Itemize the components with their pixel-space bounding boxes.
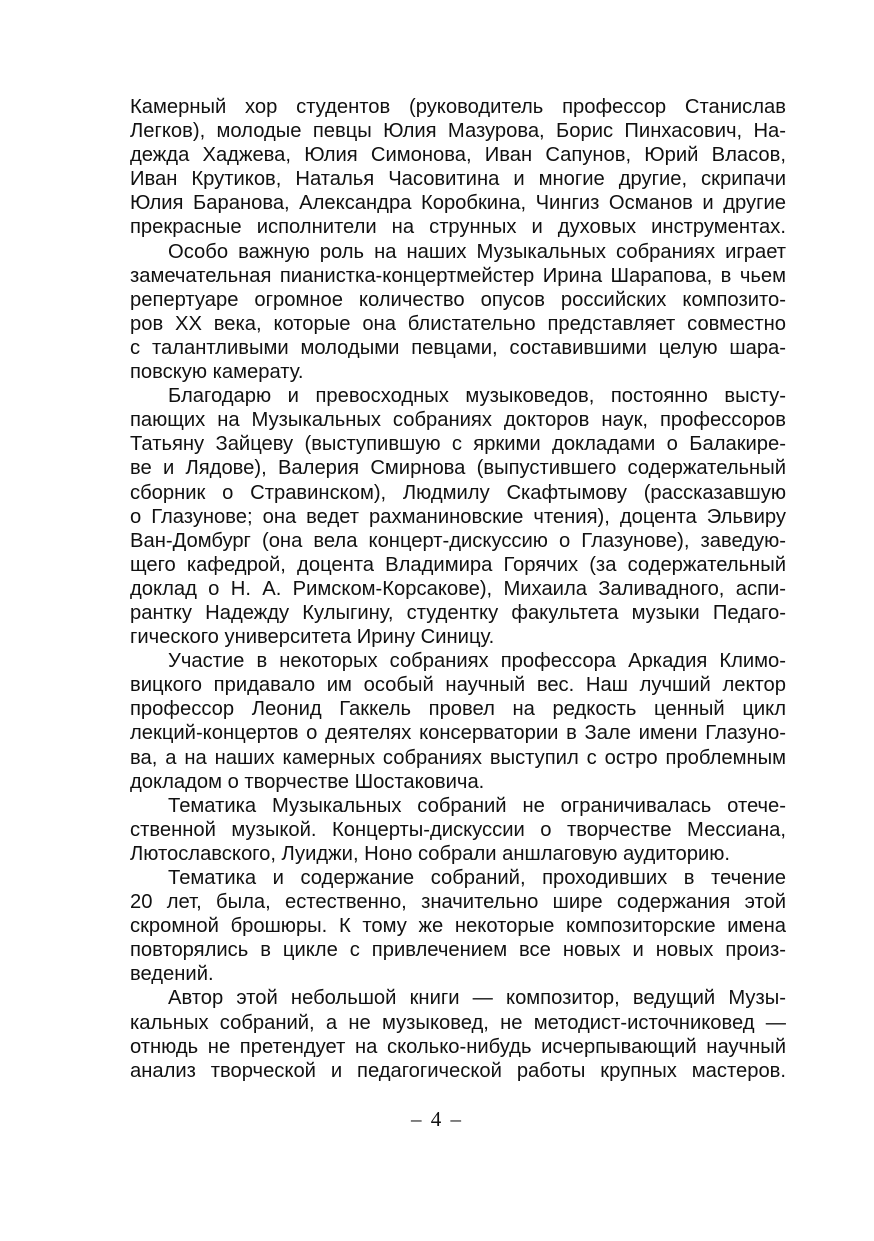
text-line: ров XX века, которые она блистательно представляет совместно [130,312,786,335]
text-line: доклад о Н. А. Римском-Корсакове), Михаила Заливадного, аспи- [130,577,786,600]
text-line: Юлия Баранова, Александра Коробкина, Чингиз Османов и другие [130,192,786,215]
text-line: докладом о творчестве Шостаковича. [130,770,485,793]
paragraph [130,986,786,1082]
text-line: гического университета Ирину Синицу. [130,626,495,649]
text-line: Татьяну Зайцеву (выступившую с яркими докладами о Балакире- [130,433,786,456]
text-line: пающих на Музыкальных собраниях докторов наук, профессоров [130,409,786,432]
paragraph [130,649,786,794]
text-line: с талантливыми молодыми певцами, составившими целую шара- [130,336,786,359]
text-line: отнюдь не претендует на сколько-нибудь исчерпывающий научный [130,1035,786,1058]
text-line: лекций-концертов о деятелях консерватории в Зале имени Глазуно- [130,722,786,745]
text-line: анализ творческой и педагогической работы крупных мастеров. [130,1059,786,1082]
text-line: замечательная пианистка-концертмейстер Ирина Шарапова, в чьем [130,264,786,287]
text-line: ведений. [130,963,214,986]
text-line: повскую камерату. [130,361,304,384]
paragraph [130,794,786,866]
text-line: ственной музыкой. Концерты-дискуссии о творчестве Мессиана, [130,818,786,841]
text-line: Камерный хор студентов (руководитель профессор Станислав [130,96,786,118]
text-line: Лютославского, Луиджи, Ноно собрали аншлаговую аудиторию. [130,842,731,865]
text-line: повторялись в цикле с привлечением все новых и новых произ- [130,939,786,962]
page-text-body [130,95,786,1083]
text-line: Автор этой небольшой книги — композитор, ведущий Музы- [168,987,786,1010]
text-line: щего кафедрой, доцента Владимира Горячих (за содержательный [130,553,786,576]
text-line: профессор Леонид Гаккель провел на редкость ценный цикл [130,698,786,721]
text-line: вицкого придавало им особый научный вес. Наш лучший лектор [130,674,786,697]
text-line: Особо важную роль на наших Музыкальных собраниях играет [168,240,786,263]
paragraph [130,384,786,649]
text-line: сборник о Стравинском), Людмилу Скафтымову (рассказавшую [130,481,786,504]
text-line: Тематика Музыкальных собраний не ограничивалась отече- [168,794,786,817]
text-line: ва, а на наших камерных собраниях выступил с остро проблемным [130,746,786,769]
paragraph [130,240,786,385]
text-line: скромной брошюры. К тому же некоторые композиторские имена [130,915,786,938]
text-line: 20 лет, была, естественно, значительно шире содержания этой [130,891,786,914]
text-line: дежда Хаджева, Юлия Симонова, Иван Сапунов, Юрий Власов, [130,144,786,167]
text-line: репертуаре огромное количество опусов российских композито- [130,288,786,311]
paragraph [130,866,786,986]
text-line: прекрасные исполнители на струнных и духовых инструментах. [130,216,786,239]
text-line: рантку Надежду Кулыгину, студентку факультета музыки Педаго- [130,601,786,624]
text-line: Участие в некоторых собраниях профессора Аркадия Климо- [168,650,786,673]
text-line: Иван Крутиков, Наталья Часовитина и многие другие, скрипачи [130,168,786,191]
text-line: Легков), молодые певцы Юлия Мазурова, Борис Пинхасович, На- [130,120,786,143]
text-line: Благодарю и превосходных музыковедов, постоянно высту- [168,385,786,408]
text-line: Ван-Домбург (она вела концерт-дискуссию о Глазунове), заведую- [130,529,786,552]
page-number: – 4 – [411,1107,463,1131]
text-line: ве и Лядове), Валерия Смирнова (выпустившего содержательный [130,457,786,480]
text-line: о Глазунове; она ведет рахманиновские чтения), доцента Эльвиру [130,505,786,528]
text-line: Тематика и содержание собраний, проходивших в течение [168,867,786,889]
paragraph [130,95,786,240]
text-line: кальных собраний, а не музыковед, не методист-источниковед — [130,1011,786,1034]
